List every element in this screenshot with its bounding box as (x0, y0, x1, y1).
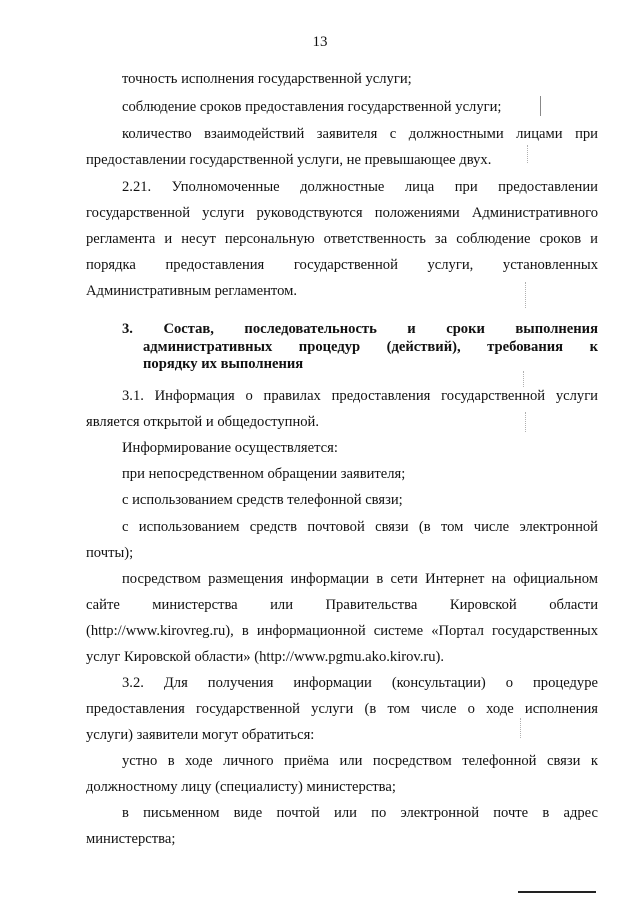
text-line: точность исполнения государственной услуги; (122, 71, 412, 87)
text-line: почты); (86, 545, 134, 561)
heading-line: административных процедур (действий), требования к (143, 339, 598, 355)
text-line: посредством размещения информации в сети Интернет на официальном (122, 571, 598, 587)
text-line: устно в ходе личного приёма или посредством телефонной связи к (122, 753, 598, 769)
scan-mark (520, 718, 521, 738)
text-line: предоставлении государственной услуги, не превышающее двух. (86, 152, 492, 168)
text-line: предоставления государственной услуги (в том числе о ходе исполнения (86, 701, 598, 717)
text-line: с использованием средств телефонной связи; (122, 492, 403, 508)
scan-mark (527, 145, 528, 163)
footer-rule (518, 891, 596, 893)
text-line: услуг Кировской области» (http://www.pgmu.ako.kirov.ru). (86, 649, 445, 665)
text-line: порядка предоставления государственной услуги, установленных (86, 257, 598, 273)
scan-mark (540, 96, 541, 116)
text-line: 3.1. Информация о правилах предоставления государственной услуги (122, 388, 598, 404)
scan-mark (523, 371, 524, 387)
text-line: количество взаимодействий заявителя с должностными лицами при (122, 126, 598, 142)
text-line: министерства; (86, 831, 176, 847)
text-line: государственной услуги руководствуются положениями Административного (86, 205, 598, 221)
text-line: соблюдение сроков предоставления государственной услуги; (122, 99, 502, 115)
heading-line: порядку их выполнения (143, 356, 304, 372)
text-line: с использованием средств почтовой связи (в том числе электронной (122, 519, 598, 535)
text-line: регламента и несут персональную ответственность за соблюдение сроков и (86, 231, 598, 247)
heading-line: 3. Состав, последовательность и сроки выполнения (122, 321, 598, 337)
text-line: Информирование осуществляется: (122, 440, 338, 456)
text-line: является открытой и общедоступной. (86, 414, 320, 430)
text-line: услуги) заявители могут обратиться: (86, 727, 315, 743)
text-line: 2.21. Уполномоченные должностные лица при предоставлении (122, 179, 598, 195)
text-line: (http://www.kirovreg.ru), в информационной системе «Портал государственных (86, 623, 598, 639)
scan-mark (525, 412, 526, 432)
text-line: 3.2. Для получения информации (консультации) о процедуре (122, 675, 598, 691)
page-number: 13 (312, 34, 328, 50)
text-line: при непосредственном обращении заявителя; (122, 466, 406, 482)
text-line: сайте министерства или Правительства Кировской области (86, 597, 598, 613)
text-line: в письменном виде почтой или по электронной почте в адрес (122, 805, 598, 821)
scan-mark (525, 282, 526, 308)
text-line: должностному лицу (специалисту) министерства; (86, 779, 396, 795)
text-line: Административным регламентом. (86, 283, 298, 299)
